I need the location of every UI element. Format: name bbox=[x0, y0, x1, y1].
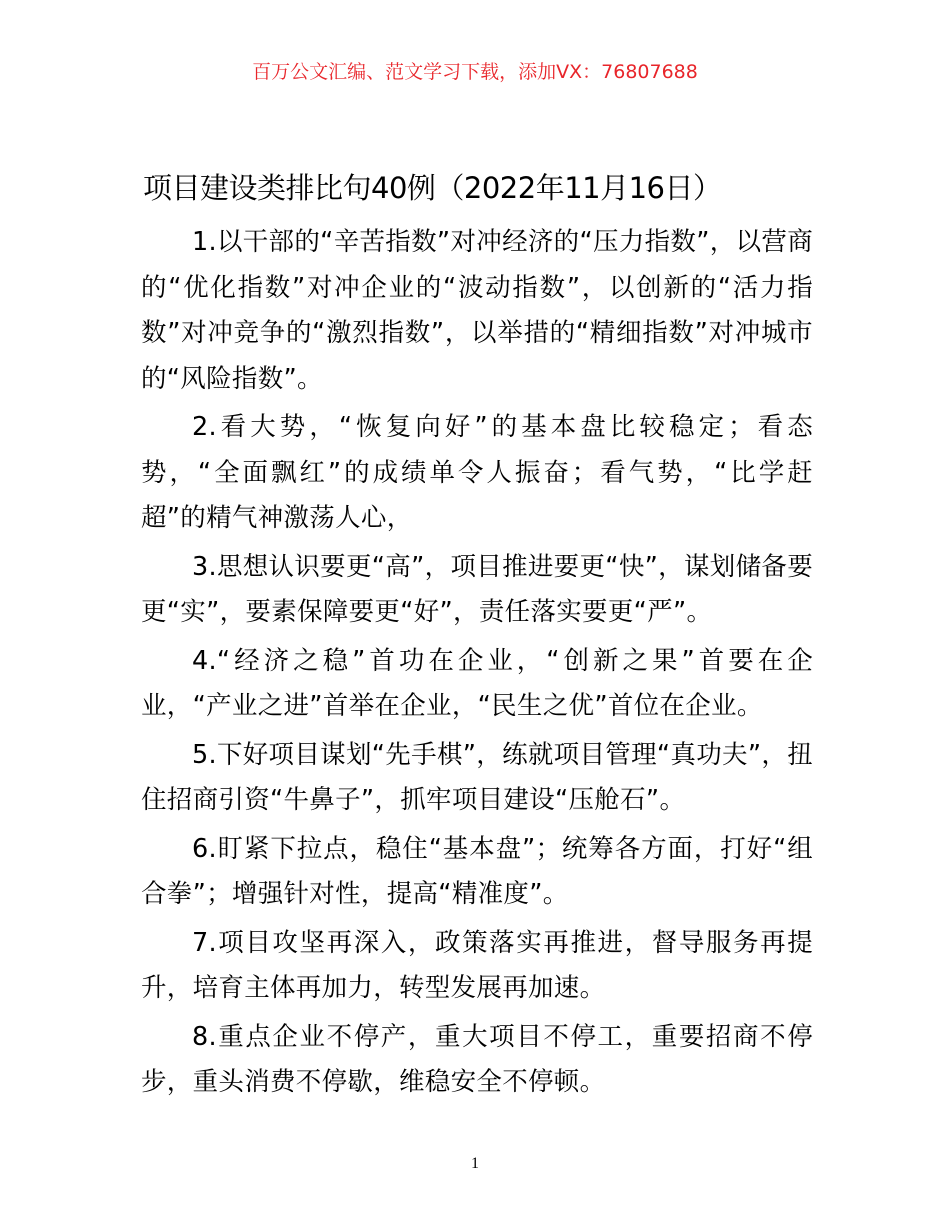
paragraph-6: 6.盯紧下拉点，稳住“基本盘”；统筹各方面，打好“组合拳”；增强针对性，提高“精准度”。 bbox=[141, 833, 813, 909]
paragraph-3: 3.思想认识要更“高”，项目推进要更“快”，谋划储备要更“实”，要素保障要更“好”，责任落实要更“严”。 bbox=[141, 551, 813, 627]
paragraph-4: 4.“经济之稳”首功在企业，“创新之果”首要在企业，“产业之进”首举在企业，“民生之优”首位在企业。 bbox=[141, 645, 813, 721]
paragraph-1: 1.以干部的“辛苦指数”对冲经济的“压力指数”，以营商的“优化指数”对冲企业的“波动指数”，以创新的“活力指数”对冲竞争的“激烈指数”，以举措的“精细指数”对冲城市的“风险指数”。 bbox=[141, 227, 813, 394]
paragraph-2: 2.看大势，“恢复向好”的基本盘比较稳定；看态势，“全面飘红”的成绩单令人振奋；看气势，“比学赶超”的精气神激荡人心， bbox=[141, 412, 813, 533]
document-title: 项目建设类排比句40例（2022年11月16日） bbox=[143, 171, 722, 205]
paragraph-8: 8.重点企业不停产，重大项目不停工，重要招商不停步，重头消费不停歇，维稳安全不停顿。 bbox=[141, 1021, 813, 1097]
page-number: 1 bbox=[471, 1155, 479, 1172]
paragraph-7: 7.项目攻坚再深入，政策落实再推进，督导服务再提升，培育主体再加力，转型发展再加速。 bbox=[141, 927, 813, 1003]
paragraph-5: 5.下好项目谋划“先手棋”，练就项目管理“真功夫”，扭住招商引资“牛鼻子”，抓牢项目建设“压舱石”。 bbox=[141, 739, 813, 815]
document-body bbox=[141, 220, 813, 1109]
watermark-banner: 百万公文汇编、范文学习下载，添加VX：76807688 bbox=[252, 61, 698, 83]
